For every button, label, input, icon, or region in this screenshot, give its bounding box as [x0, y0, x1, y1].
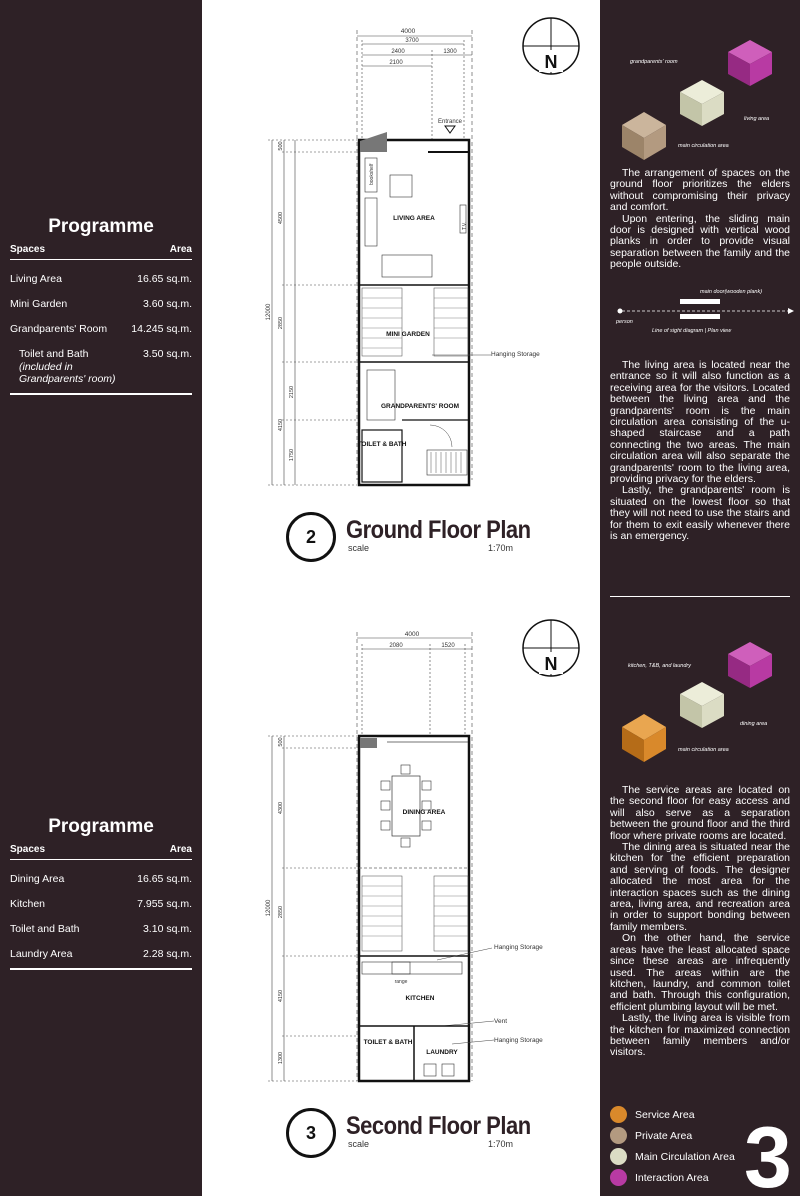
room-label-living: LIVING AREA: [393, 215, 435, 222]
paragraph: The service areas are located on the second floor for easy access and will also serve as a separation between the ground floor and the third floor where private rooms are located.: [610, 784, 790, 842]
paragraph: Lastly, the living area is visible from the kitchen for maximized connection between family members and/or visitors.: [610, 1012, 790, 1059]
dim-a: 2080: [389, 643, 403, 649]
room-label-mini-garden: MINI GARDEN: [386, 331, 430, 338]
space-area: 3.50 sq.m.: [142, 348, 192, 360]
col-area: Area: [169, 844, 192, 855]
dim-b: 1300: [443, 49, 457, 55]
paragraph: On the other hand, the service areas have the least allocated space since these areas are infrequently used. The areas within are the kitchen, laundry, and common toilet and bath. Through this configuration, efficient plumbing layout will be met.: [610, 932, 790, 1013]
plan-title-ground: [286, 512, 586, 572]
room-label-toilet: TOILET & BATH: [363, 1039, 413, 1046]
bookshelf-label: bookshelf: [369, 163, 375, 185]
door-plank: [680, 299, 720, 304]
programme-row: [10, 298, 192, 310]
cube-private: [622, 112, 666, 160]
programme-note: (included in Grandparents' room): [19, 361, 116, 385]
room-label-kitchen: KITCHEN: [405, 995, 435, 1002]
col-area: Area: [169, 244, 192, 255]
programme-row: [10, 348, 192, 360]
space-area: 16.65 sq.m.: [137, 273, 192, 285]
scale-label: scale: [348, 1139, 370, 1149]
programme-row: [10, 323, 192, 335]
space-name: Kitchen: [10, 898, 46, 910]
dim-side: 4150: [278, 418, 284, 432]
legend-swatch: [610, 1148, 627, 1165]
dim-side: 500: [278, 141, 284, 151]
north-label: N: [544, 654, 558, 674]
cube-service: [622, 714, 666, 762]
sightline-caption: Line of sight diagram | Plan view: [652, 328, 732, 334]
dim-side: 500: [278, 737, 284, 747]
dim-total: 12000: [266, 303, 272, 321]
dim-side: 2150: [289, 385, 295, 399]
programme-row: [10, 948, 192, 960]
vent-label: Vent: [494, 1018, 508, 1025]
space-name: Toilet and Bath: [19, 348, 89, 360]
legend-item: [610, 1146, 735, 1167]
text-second: [610, 785, 790, 1059]
programme-header: [10, 244, 192, 260]
scale-label: scale: [348, 543, 370, 553]
programme-row: [10, 273, 192, 285]
plan-title-text: Second Floor Plan: [346, 1111, 531, 1140]
legend-swatch: [610, 1106, 627, 1123]
dim-inner: 3700: [405, 38, 419, 44]
room-label-dining: DINING AREA: [402, 809, 446, 816]
legend-item: [610, 1125, 735, 1146]
legend-swatch: [610, 1127, 627, 1144]
space-area: 14.245 sq.m.: [131, 323, 192, 335]
legend-label: Service Area: [635, 1108, 695, 1121]
plan-number: 3: [286, 1108, 336, 1158]
cube-label: dining area: [740, 721, 768, 727]
space-area: 3.60 sq.m.: [142, 298, 192, 310]
dim-b: 1520: [441, 643, 455, 649]
legend-label: Interaction Area: [635, 1171, 709, 1184]
dim-top: 4000: [404, 631, 420, 638]
space-area: 3.10 sq.m.: [142, 923, 192, 935]
door-plank: [680, 314, 720, 319]
programme-rule: [10, 393, 192, 395]
cube-label: grandparents' room: [630, 59, 678, 65]
dim-side: 2850: [278, 905, 284, 919]
range-label: range: [394, 979, 408, 985]
tv-label: T.V.: [462, 221, 468, 230]
dim-side: 1300: [278, 1051, 284, 1065]
page-number: 3: [744, 1110, 792, 1196]
plan-number: 2: [286, 512, 336, 562]
space-name: Grandparents' Room: [10, 323, 108, 335]
space-name: Living Area: [10, 273, 62, 285]
text-ground-detail: [610, 360, 790, 543]
cube-circulation: [680, 682, 724, 728]
paragraph: Lastly, the grandparents' room is situated on the lowest floor so that they will not need to use the stairs and for them to exit easily whenever there is an emergency.: [610, 484, 790, 543]
col-spaces: Spaces: [10, 244, 46, 255]
space-area: 7.955 sq.m.: [137, 898, 192, 910]
paragraph: The dining area is situated near the kitchen for the efficient preparation and serving of foods. The designer allocated the most area for the interaction spaces such as the dining area, living area, and recreation area in order to support bonding between family members.: [610, 841, 790, 933]
cube-diagram-second: [600, 632, 800, 792]
dim-c: 2100: [389, 60, 403, 66]
cube-interaction: [728, 642, 772, 688]
cube-label: main circulation area: [678, 747, 729, 753]
hanging-storage-label: Hanging Storage: [494, 944, 543, 951]
space-name: Dining Area: [10, 873, 65, 885]
second-floor-plan: [202, 596, 600, 1196]
dim-side: 2850: [278, 316, 284, 330]
programme-header: [10, 844, 192, 860]
north-label: N: [544, 52, 558, 72]
paragraph: The living area is located near the entrance so it will also function as a receiving area for the visitors. Located between the living area and the grandparents' room is the main circulation area consisting of the u-shaped staircase and a path connecting the two areas. The main circulation area will also separate the grandparents' room to the living area, providing privacy for the elders.: [610, 359, 790, 486]
space-area: 16.65 sq.m.: [137, 873, 192, 885]
space-area: 2.28 sq.m.: [142, 948, 192, 960]
door-label: main door(wooden plank): [700, 289, 763, 295]
cube-label: main circulation area: [678, 143, 729, 149]
cube-diagram-ground: [600, 30, 800, 190]
legend-label: Private Area: [635, 1129, 693, 1142]
dim-side: 4150: [278, 989, 284, 1003]
text-ground-intro: [610, 168, 790, 271]
col-spaces: Spaces: [10, 844, 46, 855]
dim-side: 4500: [278, 211, 284, 225]
programme-row: [10, 923, 192, 935]
dim-a: 2400: [391, 49, 405, 55]
programme-ground-floor: [10, 216, 192, 395]
cube-interaction: [728, 40, 772, 86]
entrance-label: Entrance: [437, 119, 463, 125]
person-label: person: [616, 319, 633, 325]
entrance-arrow-icon: [445, 126, 455, 133]
paragraph: The arrangement of spaces on the ground floor prioritizes the elders without compromising their privacy and comfort.: [610, 167, 790, 214]
legend: [610, 1104, 735, 1188]
dim-side: 1750: [289, 448, 295, 462]
hanging-storage-label: Hanging Storage: [491, 351, 540, 358]
person-icon: [618, 309, 623, 314]
paragraph: Upon entering, the sliding main door is designed with vertical wood planks in order to provide visual separation between the family and the people outside.: [610, 212, 790, 271]
programme-title: Programme: [48, 216, 154, 237]
plan-title-second: [286, 1108, 586, 1168]
dim-total: 12000: [266, 899, 272, 917]
dim-side: 4300: [278, 801, 284, 815]
space-name: Mini Garden: [10, 298, 68, 310]
room-label-grandparents: GRANDPARENTS' ROOM: [381, 403, 459, 410]
room-label-laundry: LAUNDRY: [426, 1049, 458, 1056]
entry-planter: [360, 132, 387, 152]
plans-area: [202, 0, 600, 1196]
legend-swatch: [610, 1169, 627, 1186]
divider: [610, 596, 790, 597]
cube-circulation: [680, 80, 724, 126]
cube-label: kitchen, T&B, and laundry: [628, 663, 691, 669]
plan-title-text: Ground Floor Plan: [346, 515, 531, 544]
left-panel: [0, 0, 202, 1196]
cube-label: living area: [744, 116, 770, 122]
legend-label: Main Circulation Area: [635, 1150, 735, 1163]
scale-value: 1:70m: [488, 1139, 514, 1149]
ground-floor-plan: [202, 0, 600, 600]
programme-row: [10, 873, 192, 885]
scale-value: 1:70m: [488, 543, 514, 553]
legend-item: [610, 1104, 735, 1125]
space-name: Laundry Area: [10, 948, 73, 960]
space-name: Toilet and Bath: [10, 923, 80, 935]
programme-row: [10, 898, 192, 910]
programme-second-floor: [10, 816, 192, 970]
dim-top: 4000: [400, 28, 416, 35]
arrow-icon: [788, 308, 794, 314]
room-label-toilet: TOILET & BATH: [357, 441, 407, 448]
hanging-storage-label: Hanging Storage: [494, 1037, 543, 1044]
programme-rule: [10, 968, 192, 970]
sightline-diagram: [600, 285, 800, 335]
legend-item: [610, 1167, 735, 1188]
programme-title: Programme: [48, 816, 154, 837]
